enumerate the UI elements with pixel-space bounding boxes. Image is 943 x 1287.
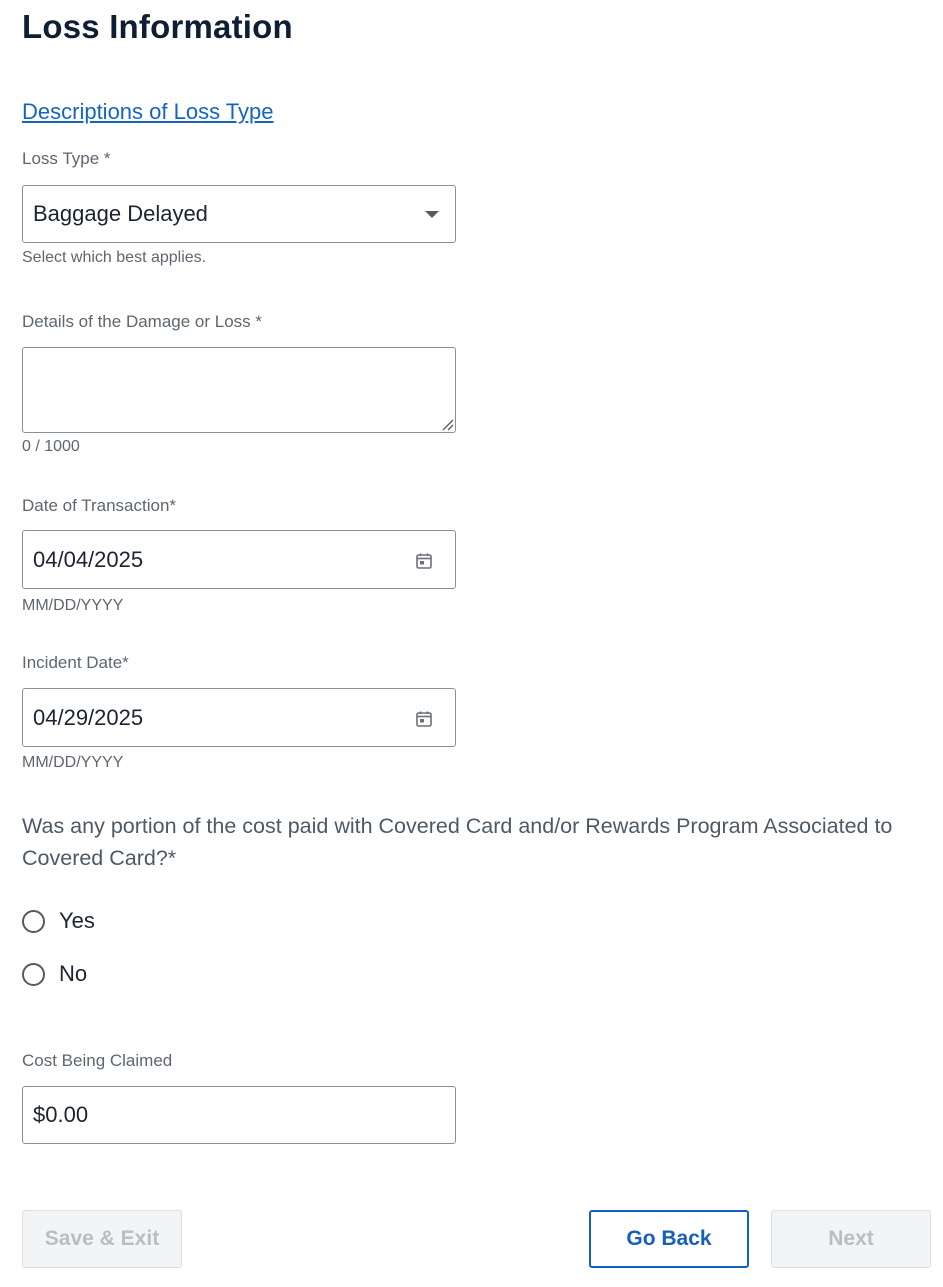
- resize-handle-icon[interactable]: [440, 417, 454, 431]
- cost-label: Cost Being Claimed: [22, 1051, 173, 1070]
- details-label: Details of the Damage or Loss *: [22, 312, 263, 331]
- loss-type-helper-text: Select which best applies.: [22, 249, 207, 266]
- page-title: Loss Information: [22, 8, 293, 45]
- cost-value: $0.00: [33, 1102, 89, 1127]
- calendar-icon[interactable]: [415, 552, 433, 570]
- next-button[interactable]: Next: [771, 1210, 931, 1268]
- incident-date-value: 04/29/2025: [33, 704, 144, 730]
- incident-date-input[interactable]: [22, 688, 456, 747]
- go-back-button[interactable]: Go Back: [589, 1210, 749, 1268]
- loss-type-selected-value: Baggage Delayed: [33, 201, 208, 226]
- descriptions-of-loss-type-link[interactable]: Descriptions of Loss Type: [22, 99, 274, 124]
- cost-input[interactable]: [22, 1086, 456, 1144]
- save-exit-button[interactable]: Save & Exit: [22, 1210, 182, 1268]
- radio-option-no[interactable]: [22, 959, 87, 989]
- transaction-date-label: Date of Transaction*: [22, 496, 177, 515]
- incident-date-format-hint: MM/DD/YYYY: [22, 754, 124, 771]
- radio-option-yes[interactable]: [22, 906, 95, 936]
- transaction-date-value: 04/04/2025: [33, 546, 144, 572]
- calendar-icon[interactable]: [415, 710, 433, 728]
- loss-type-select[interactable]: [22, 185, 456, 243]
- radio-button-icon[interactable]: [22, 963, 45, 986]
- chevron-down-icon: [425, 211, 439, 218]
- transaction-date-input[interactable]: [22, 530, 456, 589]
- radio-button-icon[interactable]: [22, 910, 45, 933]
- loss-type-label: Loss Type *: [22, 149, 111, 168]
- radio-label-no: No: [59, 961, 88, 986]
- details-textarea[interactable]: [22, 347, 456, 433]
- covered-card-question: Was any portion of the cost paid with Covered Card and/or Rewards Program Associated to Covered Card?*: [22, 814, 893, 870]
- radio-label-yes: Yes: [59, 908, 95, 933]
- incident-date-label: Incident Date*: [22, 653, 129, 672]
- transaction-date-format-hint: MM/DD/YYYY: [22, 597, 124, 614]
- details-character-counter: 0 / 1000: [22, 438, 80, 455]
